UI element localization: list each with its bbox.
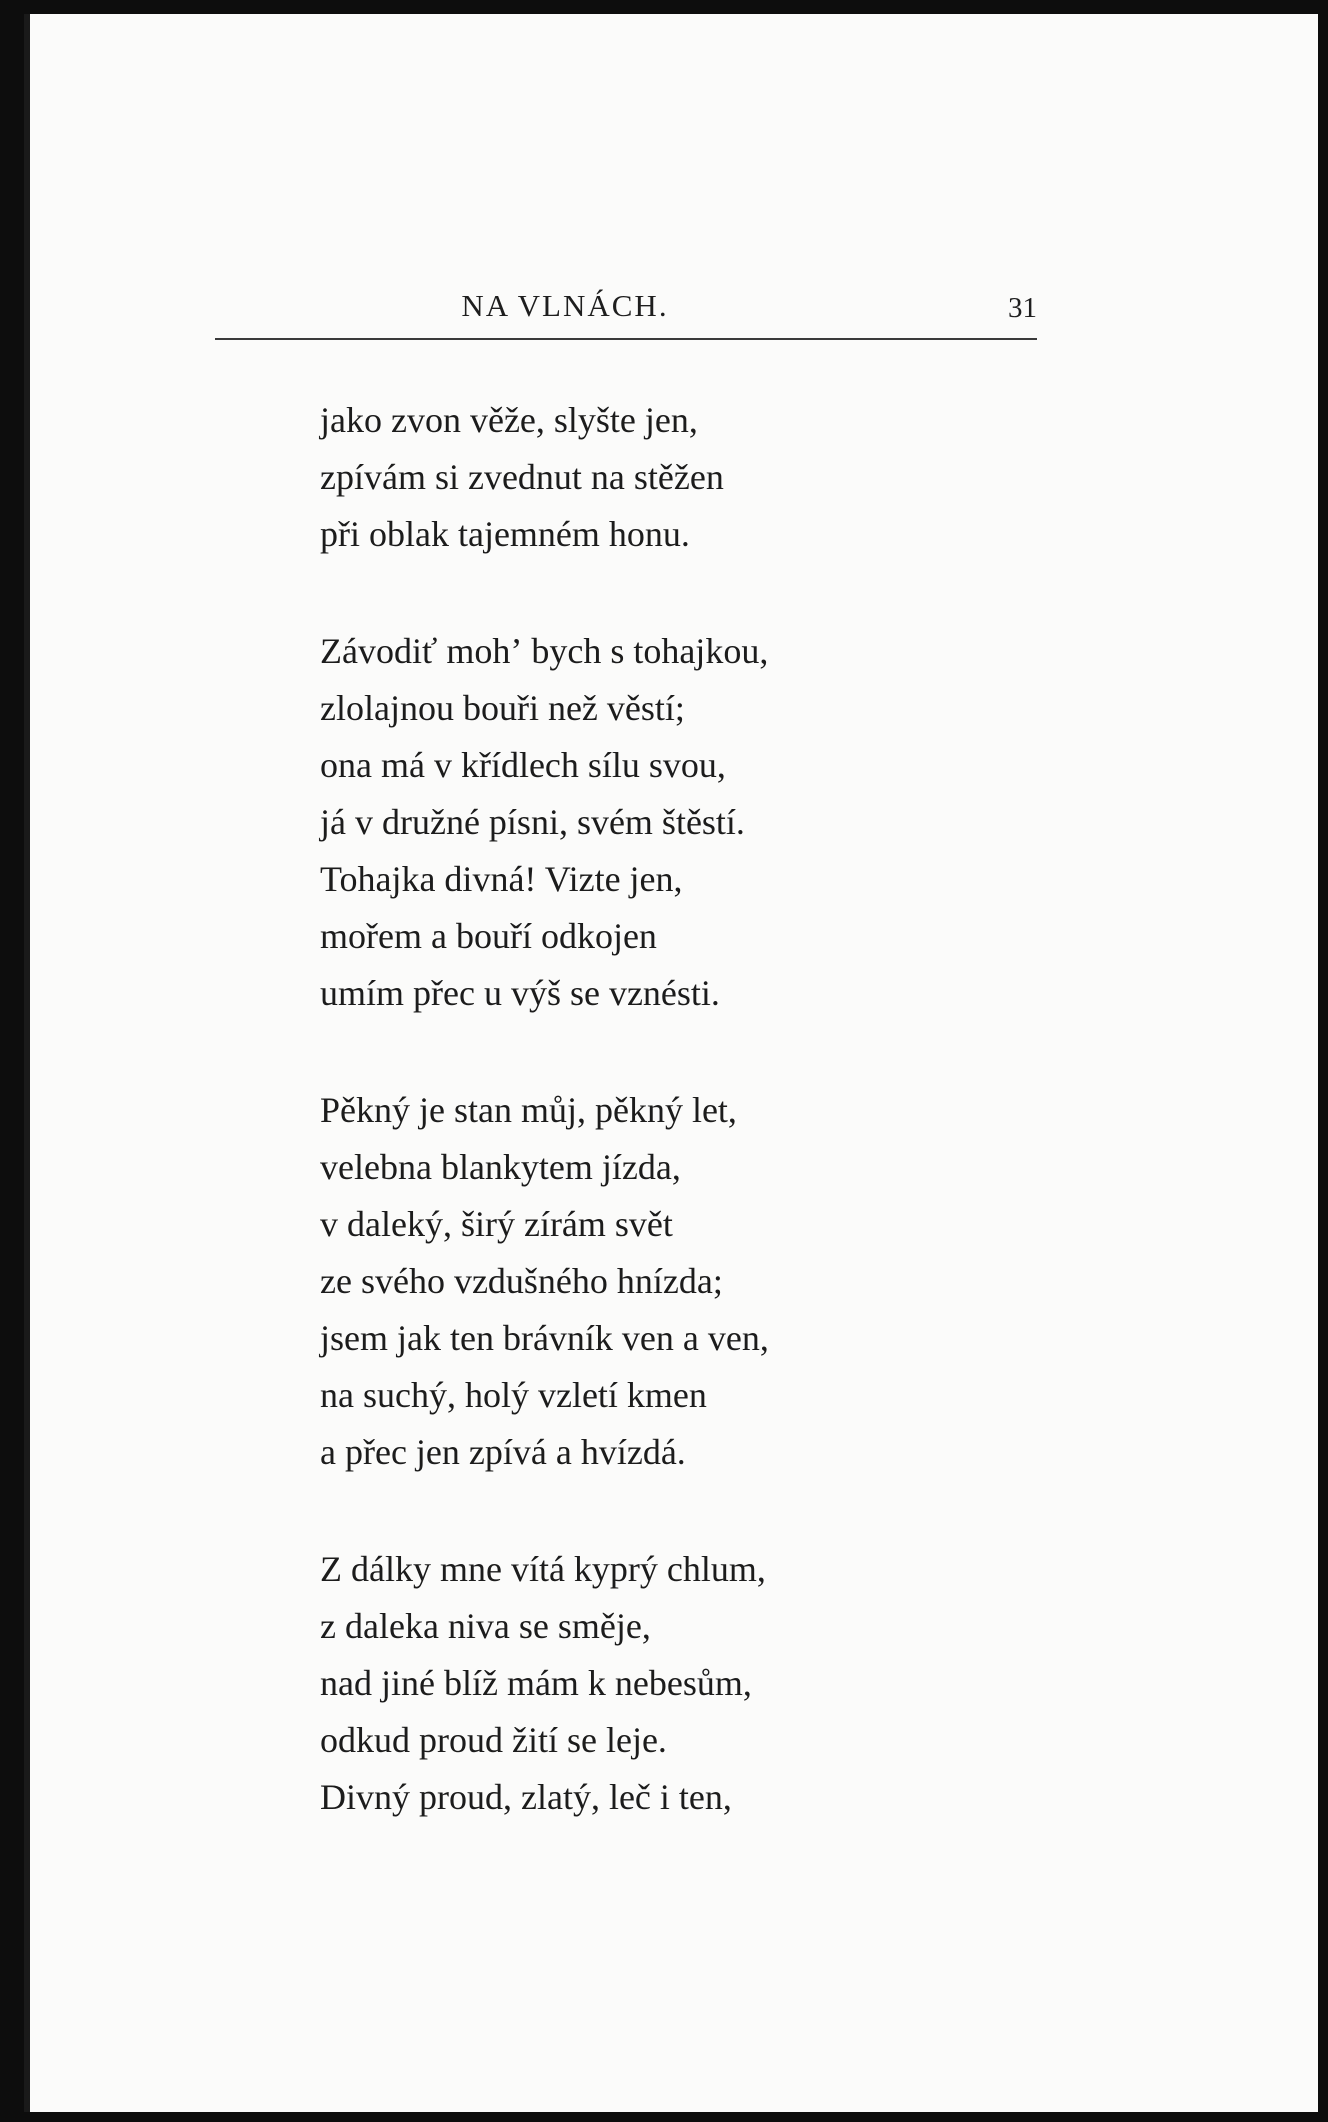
running-head-title: NA VLNÁCH.: [461, 288, 669, 323]
verse-line: jako zvon věže, slyšte jen,: [320, 400, 698, 440]
poem-body: [320, 392, 1020, 1886]
verse-line: zpívám si zvednut na stěžen: [320, 457, 724, 497]
verse-line: Pěkný je stan můj, pěkný let,: [320, 1090, 737, 1130]
page-number: 31: [1008, 292, 1037, 324]
verse-line: Závodiť mohʼ bych s tohajkou,: [320, 631, 769, 671]
verse-line: já v družné písni, svém štěstí.: [320, 802, 745, 842]
verse-line: Tohajka divná! Vizte jen,: [320, 859, 683, 899]
stanza-1: [320, 392, 1020, 563]
verse-line: mořem a bouří odkojen: [320, 916, 657, 956]
verse-line: Z dálky mne vítá kyprý chlum,: [320, 1549, 766, 1589]
verse-line: při oblak tajemném honu.: [320, 514, 690, 554]
verse-line: v daleký, širý zírám svět: [320, 1204, 673, 1244]
verse-line: na suchý, holý vzletí kmen: [320, 1375, 707, 1415]
stanza-2: [320, 623, 1020, 1022]
running-head: [215, 282, 1037, 338]
page-edge: [24, 14, 30, 2112]
verse-line: odkud proud žití se leje.: [320, 1720, 667, 1760]
verse-line: ona má v křídlech sílu svou,: [320, 745, 726, 785]
verse-line: nad jiné blíž mám k nebesům,: [320, 1663, 752, 1703]
verse-line: umím přec u výš se vznésti.: [320, 973, 720, 1013]
verse-line: a přec jen zpívá a hvízdá.: [320, 1432, 686, 1472]
verse-line: ze svého vzdušného hnízda;: [320, 1261, 723, 1301]
header-rule: [215, 338, 1037, 340]
verse-line: Divný proud, zlatý, leč i ten,: [320, 1777, 732, 1817]
verse-line: zlolajnou bouři než věstí;: [320, 688, 685, 728]
stanza-4: [320, 1541, 1020, 1826]
verse-line: z daleka niva se směje,: [320, 1606, 651, 1646]
verse-line: jsem jak ten brávník ven a ven,: [320, 1318, 769, 1358]
stanza-3: [320, 1082, 1020, 1481]
verse-line: velebna blankytem jízda,: [320, 1147, 681, 1187]
